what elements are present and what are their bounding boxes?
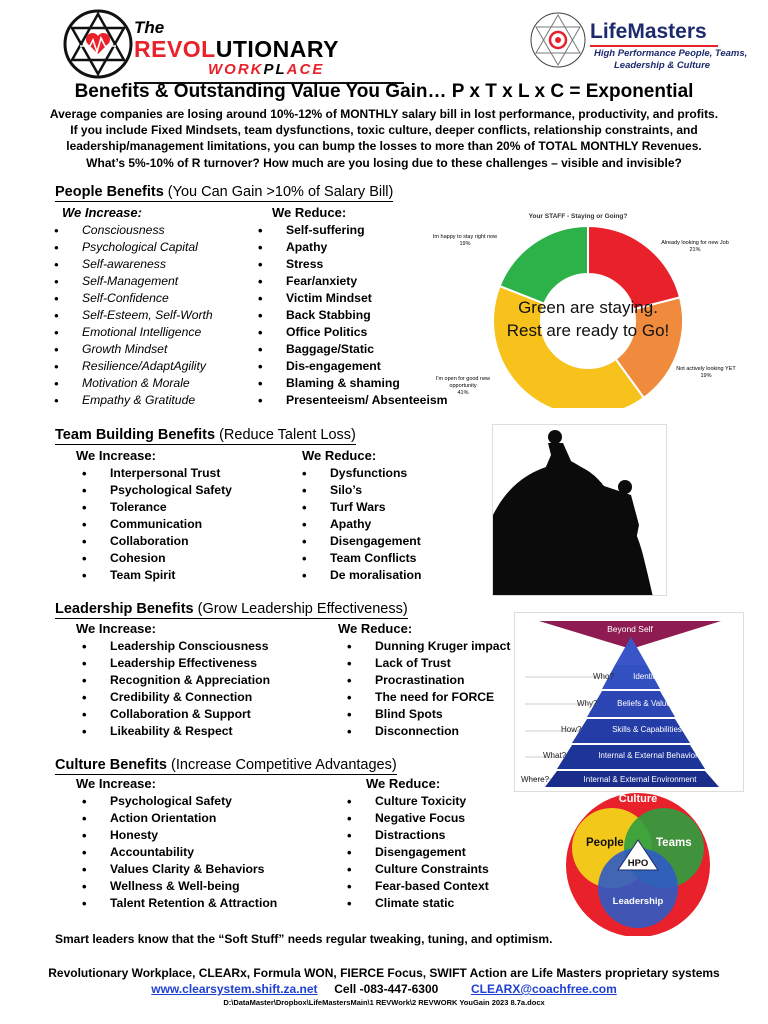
pyramid-level-3: Skills & Capabilities [612, 725, 682, 734]
list-item: • Accountability [70, 844, 277, 861]
list-item: • Leadership Consciousness [70, 638, 270, 655]
intro-line-4: What’s 5%-10% of R turnover? How much are you losing due to these challenges – visible and invisible? [86, 155, 682, 170]
list-item: • The need for FORCE [335, 689, 510, 706]
leadership-increase-head: We Increase: [76, 621, 156, 636]
logo-the: The [134, 18, 165, 37]
list-item: • Disengagement [290, 533, 421, 550]
list-item: • Emotional Intelligence [42, 324, 213, 341]
staff-donut-chart [428, 208, 736, 408]
list-item: • De moralisation [290, 567, 421, 584]
list-item: • Leadership Effectiveness [70, 655, 270, 672]
list-item: • Credibility & Connection [70, 689, 270, 706]
list-item: • Collaboration & Support [70, 706, 270, 723]
list-item: • Empathy & Gratitude [42, 392, 213, 409]
donut-slice-happy-to-stay [500, 226, 588, 304]
intro-line-2: If you include Fixed Mindsets, team dysfunctions, toxic culture, deeper conflicts, relationship constraints, and [70, 123, 698, 138]
people-increase-list [42, 222, 213, 409]
list-item: • Lack of Trust [335, 655, 510, 672]
page-title: Benefits & Outstanding Value You Gain… P x T x L x C = Exponential [74, 81, 694, 102]
intro-line-1: Average companies are losing around 10%-12% of MONTHLY salary bill in lost performance, productivity, and profits. [49, 107, 719, 121]
donut-label-happy: Im happy to stay right now 19% [432, 234, 498, 247]
list-item: • Team Spirit [70, 567, 232, 584]
donut-overlay-text: Green are staying. Rest are ready to Go! [506, 298, 670, 340]
venn-leadership-label: Leadership [612, 896, 664, 907]
list-item: • Action Orientation [70, 810, 277, 827]
list-item: • Blind Spots [335, 706, 510, 723]
logical-levels-pyramid [514, 612, 744, 792]
pyramid-q-4: What? [543, 751, 567, 760]
pyramid-q-2: Why? [577, 699, 598, 708]
people-reduce-head: We Reduce: [272, 205, 347, 220]
culture-increase-list [70, 793, 277, 912]
star-of-david-heart-icon [62, 8, 134, 80]
pyramid-level-1: Identity [633, 672, 659, 681]
list-item: • Procrastination [335, 672, 510, 689]
email-link[interactable]: CLEARX@coachfree.com [471, 982, 617, 996]
team-reduce-head: We Reduce: [302, 448, 377, 463]
team-reduce-column [302, 448, 421, 584]
list-item: • Psychological Safety [70, 482, 232, 499]
list-item: • Psychological Safety [70, 793, 277, 810]
people-reduce-list [246, 222, 447, 409]
intro-line-3: leadership/management limitations, you can bump the losses to more than 20% of TOTAL MONTHLY Revenues. [66, 139, 702, 154]
team-increase-column [76, 448, 232, 584]
list-item: • Self-awareness [42, 256, 213, 273]
list-item: • Distractions [335, 827, 489, 844]
team-section-title: Team Building Benefits (Reduce Talent Loss) [55, 427, 356, 443]
venn-hpo-label: HPO [627, 858, 649, 869]
list-item: • Climate static [335, 895, 489, 912]
list-item: • Talent Retention & Attraction [70, 895, 277, 912]
list-item: • Presenteeism/ Absenteeism [246, 392, 447, 409]
list-item: • Wellness & Well-being [70, 878, 277, 895]
list-item: • Dunning Kruger impact [335, 638, 510, 655]
list-item: • Collaboration [70, 533, 232, 550]
cell-number: Cell -083-447-6300 [334, 982, 439, 996]
leadership-reduce-head: We Reduce: [338, 621, 413, 636]
list-item: • Fear/anxiety [246, 273, 447, 290]
list-item: • Tolerance [70, 499, 232, 516]
list-item: • Office Politics [246, 324, 447, 341]
list-item: • Honesty [70, 827, 277, 844]
pyramid-level-4: Internal & External Behavior [598, 751, 698, 760]
proprietary-systems-line: Revolutionary Workplace, CLEARx, Formula WON, FIERCE Focus, SWIFT Action are Life Masters proprietary systems [48, 966, 720, 980]
donut-title: Your STAFF - Staying or Going? [528, 213, 628, 220]
people-reduce-column [272, 205, 447, 409]
list-item: • Culture Toxicity [335, 793, 489, 810]
lifemasters-name: LifeMasters [590, 20, 707, 43]
list-item: • Negative Focus [335, 810, 489, 827]
leadership-reduce-column [338, 621, 510, 740]
contact-line [0, 982, 768, 996]
leadership-increase-list [70, 638, 270, 740]
logo-revolutionary: REVOLUTIONARY [134, 36, 339, 62]
list-item: • Team Conflicts [290, 550, 421, 567]
list-item: • Turf Wars [290, 499, 421, 516]
lifemasters-logo [528, 10, 748, 72]
pyramid-top-label: Beyond Self [607, 624, 653, 634]
list-item: • Fear-based Context [335, 878, 489, 895]
culture-increase-head: We Increase: [76, 776, 156, 791]
list-item: • Disconnection [335, 723, 510, 740]
lifemasters-tagline-1: High Performance People, Teams, [594, 48, 748, 59]
people-section-title: People Benefits (You Can Gain >10% of Salary Bill) [55, 184, 394, 200]
list-item: • Likeability & Respect [70, 723, 270, 740]
intro-text [0, 106, 768, 171]
donut-label-not-actively: Not actively looking YET 19% [676, 366, 736, 379]
list-item: • Blaming & shaming [246, 375, 447, 392]
leadership-reduce-list [335, 638, 510, 740]
website-link[interactable]: www.clearsystem.shift.za.net [151, 982, 318, 996]
culture-reduce-column [366, 776, 489, 912]
list-item: • Interpersonal Trust [70, 465, 232, 482]
list-item: • Self-Confidence [42, 290, 213, 307]
document-path: D:\DataMaster\Dropbox\LifeMastersMain\1 REVWork\2 REVWORK YouGain 2023 8.7a.docx [223, 998, 545, 1007]
pyramid-q-3: How? [561, 725, 582, 734]
venn-people-label: People [586, 837, 624, 849]
list-item: • Stress [246, 256, 447, 273]
list-item: • Apathy [290, 516, 421, 533]
donut-label-open: I'm open for good new opportunity 41% [435, 376, 491, 396]
people-increase-column [62, 205, 213, 409]
list-item: • Baggage/Static [246, 341, 447, 358]
leadership-section-title: Leadership Benefits (Grow Leadership Effectiveness) [55, 601, 408, 617]
climbers-helping-image [492, 424, 667, 596]
list-item: • Growth Mindset [42, 341, 213, 358]
list-item: • Dysfunctions [290, 465, 421, 482]
team-reduce-list [290, 465, 421, 584]
culture-reduce-list [335, 793, 489, 912]
lifemasters-emblem-icon [528, 10, 588, 70]
revolutionary-workplace-logo [62, 8, 352, 80]
leadership-increase-column [76, 621, 270, 740]
list-item: • Communication [70, 516, 232, 533]
smart-leaders-note: Smart leaders know that the “Soft Stuff” needs regular tweaking, tuning, and optimism. [55, 932, 553, 946]
list-item: • Motivation & Morale [42, 375, 213, 392]
list-item: • Back Stabbing [246, 307, 447, 324]
culture-section-title: Culture Benefits (Increase Competitive Advantages) [55, 757, 397, 773]
pyramid-level-2: Beliefs & Values [617, 699, 675, 708]
pyramid-q-1: Who? [593, 672, 614, 681]
list-item: • Apathy [246, 239, 447, 256]
list-item: • Psychological Capital [42, 239, 213, 256]
pyramid-level-5: Internal & External Environment [583, 775, 697, 784]
venn-teams-label: Teams [656, 837, 692, 849]
list-item: • Dis-engagement [246, 358, 447, 375]
lifemasters-underline [590, 45, 718, 47]
culture-increase-column [76, 776, 277, 912]
list-item: • Self-suffering [246, 222, 447, 239]
list-item: • Self-Esteem, Self-Worth [42, 307, 213, 324]
climbers-silhouette-icon [493, 425, 667, 596]
list-item: • Culture Constraints [335, 861, 489, 878]
list-item: • Recognition & Appreciation [70, 672, 270, 689]
team-increase-head: We Increase: [76, 448, 156, 463]
list-item: • Consciousness [42, 222, 213, 239]
venn-culture-label: Culture [618, 793, 658, 805]
lifemasters-tagline-2: Leadership & Culture [614, 60, 711, 71]
culture-venn-diagram [552, 790, 724, 936]
donut-label-already: Already looking for new Job 21% [661, 240, 729, 253]
list-item: • Cohesion [70, 550, 232, 567]
list-item: • Resilience/AdaptAgility [42, 358, 213, 375]
list-item: • Disengagement [335, 844, 489, 861]
logo-workplace: WORKPLACE [208, 61, 325, 78]
team-increase-list [70, 465, 232, 584]
people-increase-head: We Increase: [62, 205, 142, 220]
list-item: • Self-Management [42, 273, 213, 290]
culture-reduce-head: We Reduce: [366, 776, 441, 791]
pyramid-q-5: Where? [521, 775, 550, 784]
list-item: • Victim Mindset [246, 290, 447, 307]
list-item: • Silo’s [290, 482, 421, 499]
list-item: • Values Clarity & Behaviors [70, 861, 277, 878]
